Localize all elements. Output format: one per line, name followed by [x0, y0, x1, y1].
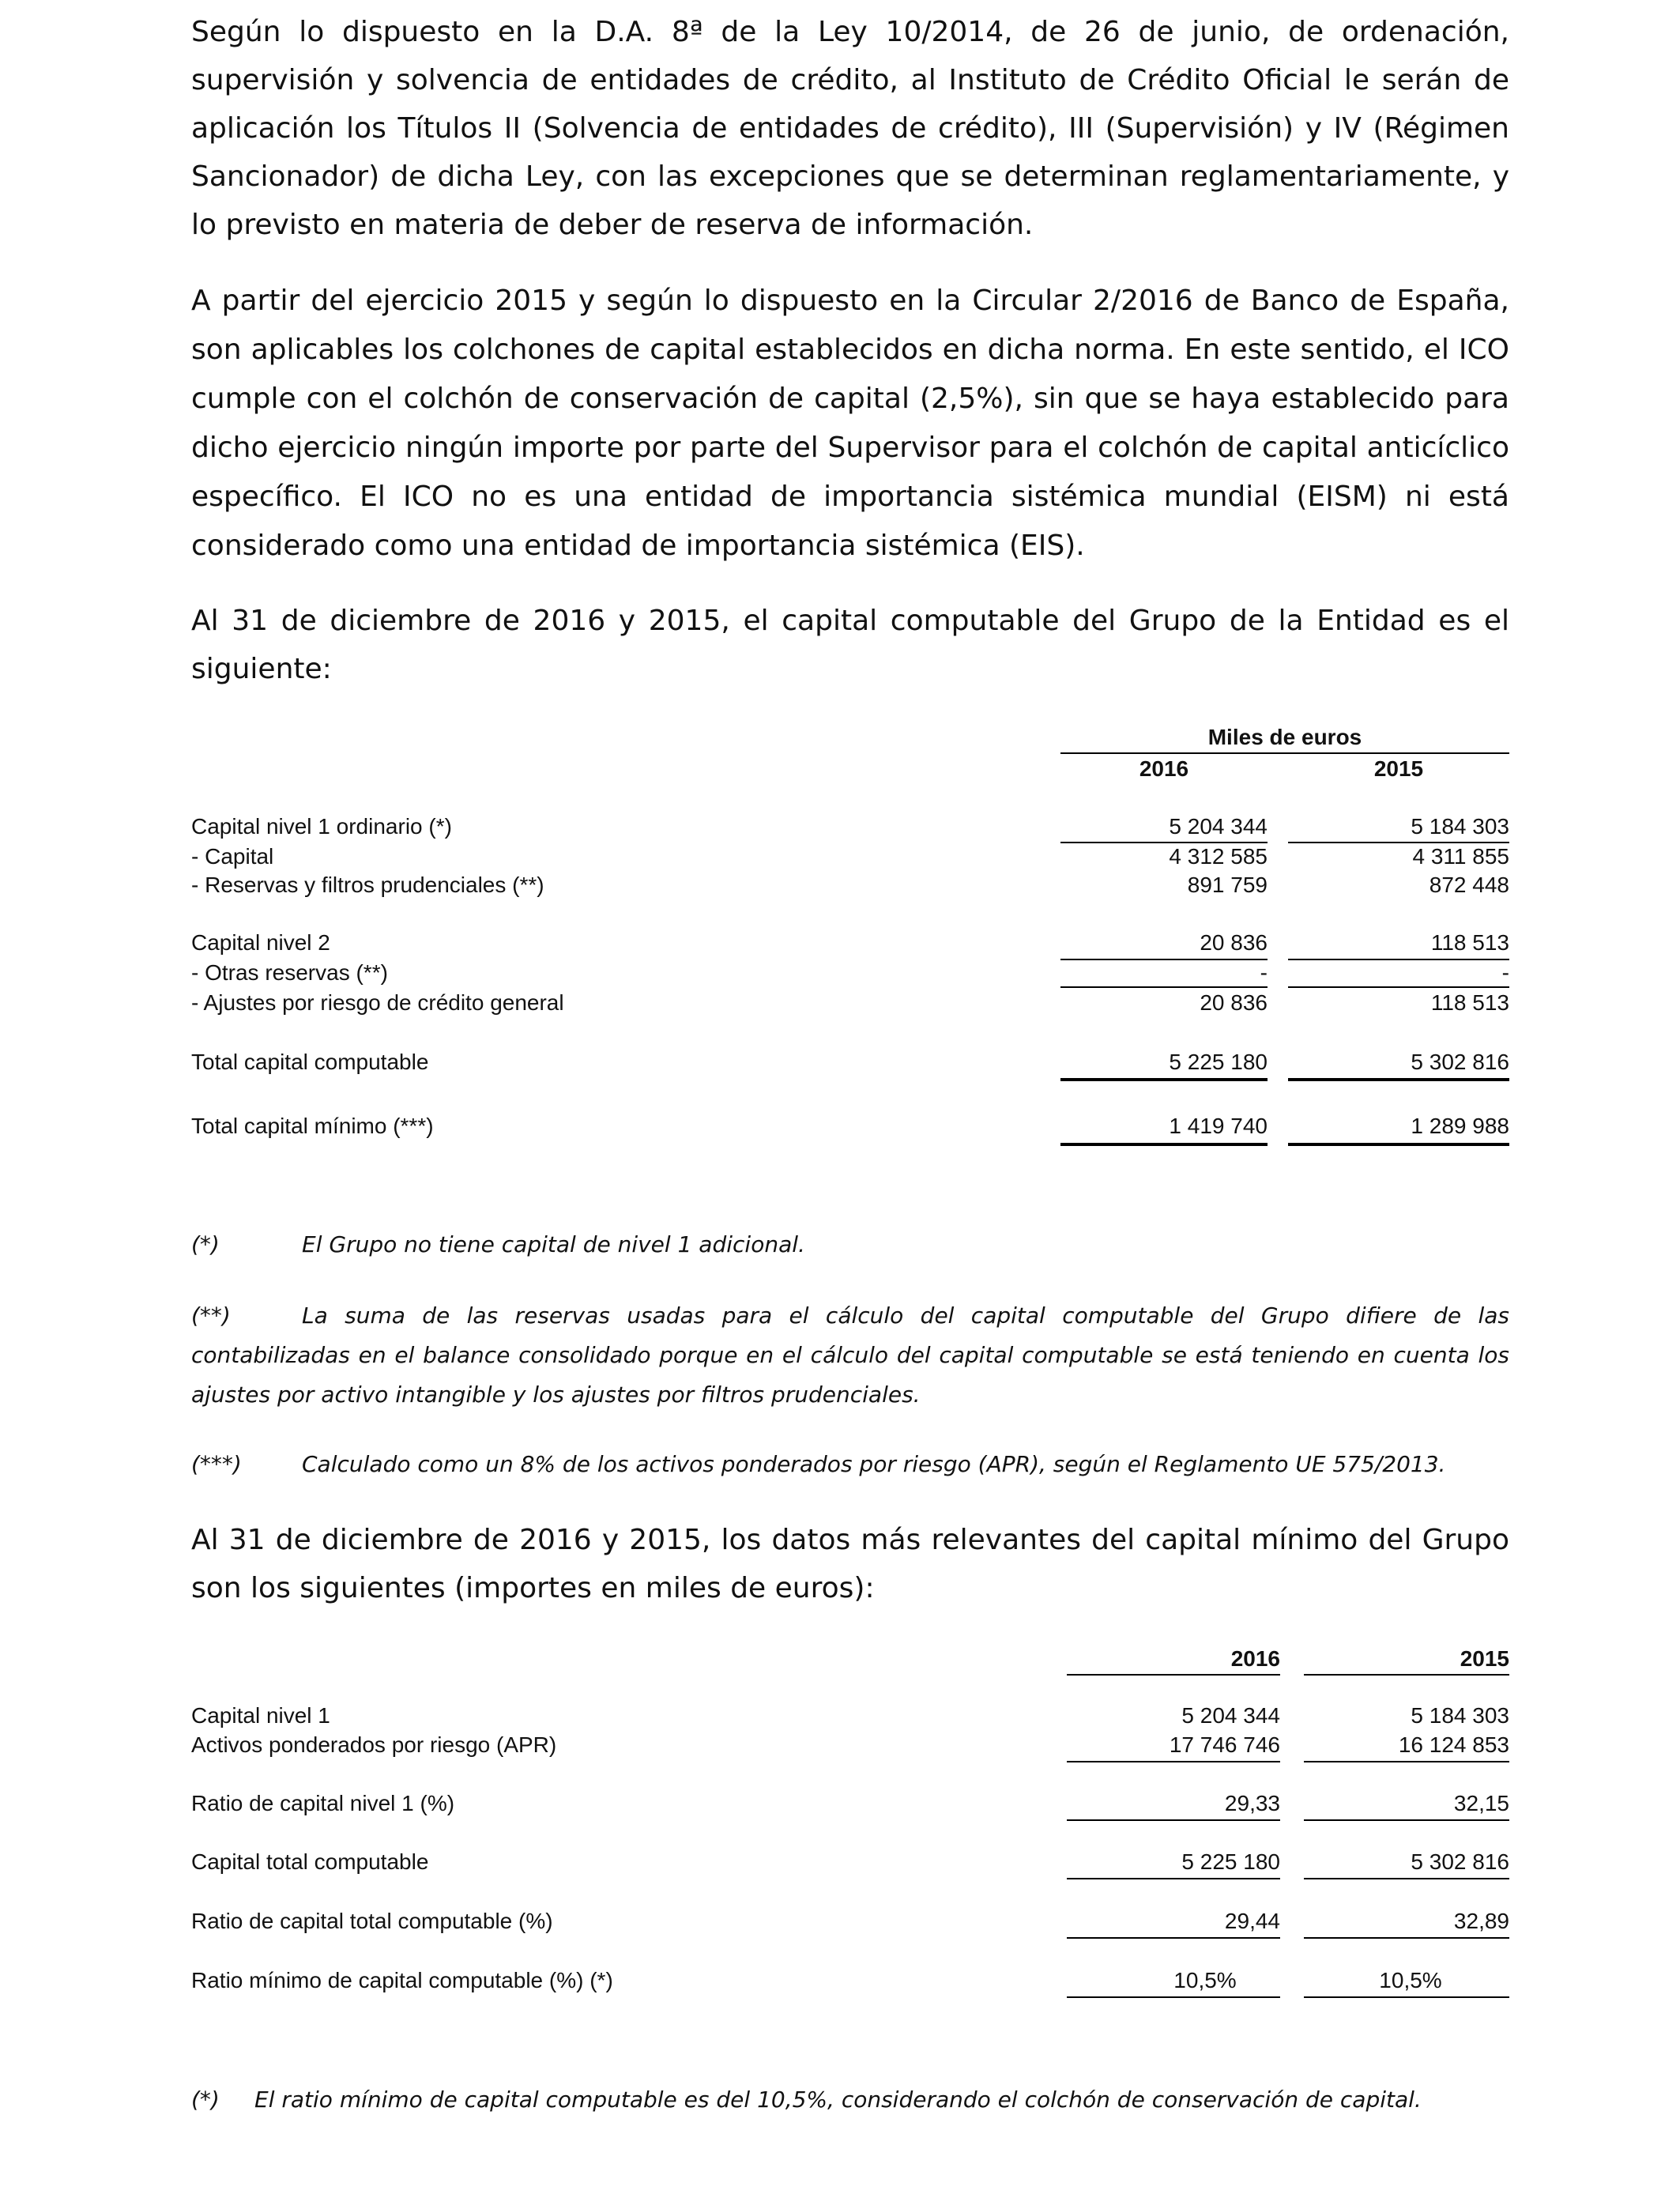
row-rule — [1067, 1819, 1280, 1821]
total-rule — [1288, 1078, 1509, 1081]
table-cell-2016: - — [1260, 960, 1268, 985]
table-cell-2015: 5 184 303 — [1411, 1703, 1509, 1728]
footnote-mark: (*) — [191, 1231, 220, 1257]
table-cell-2015: 118 513 — [1430, 930, 1509, 955]
row-rule — [1067, 1937, 1280, 1939]
table-cell-2016: 5 204 344 — [1169, 814, 1268, 839]
table-row-label: - Capital — [191, 844, 274, 869]
table-row-label: Capital nivel 1 — [191, 1703, 330, 1728]
table-cell-2015: 872 448 — [1429, 873, 1509, 897]
table-cell-2015: 5 302 816 — [1411, 1849, 1509, 1874]
row-rule — [1304, 1878, 1509, 1879]
row-rule — [1067, 1761, 1280, 1762]
row-rule — [1288, 842, 1509, 843]
table-cell-2015: 118 513 — [1430, 990, 1509, 1015]
table-row-label: Capital nivel 2 — [191, 930, 330, 955]
column-header-2015: 2015 — [1373, 756, 1424, 781]
table-cell-2016: 29,33 — [1224, 1791, 1280, 1815]
row-rule — [1288, 986, 1509, 988]
row-rule — [1304, 1819, 1509, 1821]
table-cell-2015: 5 302 816 — [1411, 1050, 1509, 1074]
table-cell-2016: 5 225 180 — [1181, 1849, 1280, 1874]
paragraph-capital-buffers: A partir del ejercicio 2015 y según lo dispuesto en la Circular 2/2016 de Banco de España, son aplicables los colchones de capital establecidos en dicha norma. En este sentido, el ICO cumple con el colchón de conservación de capital (2,5%), sin que se haya establecido para dicho ejercicio ningún importe por parte del Supervisor para el colchón de capital anticíclico específico. El ICO no es una entidad de importancia sistémica mundial (EISM) ni está considerado como una entidad de importancia sistémica (EIS). — [191, 285, 1509, 562]
header-rule — [1067, 1674, 1280, 1676]
table-cell-2015: 32,15 — [1453, 1791, 1509, 1815]
table-row-label: Activos ponderados por riesgo (APR) — [191, 1732, 557, 1757]
table-row-label: Ratio de capital total computable (%) — [191, 1909, 553, 1933]
paragraph-regulation: Según lo dispuesto en la D.A. 8ª de la Ley 10/2014, de 26 de junio, de ordenación, supervisión y solvencia de entidades de crédito, al Instituto de Crédito Oficial le serán de aplicación los Títulos II (Solvencia de entidades de crédito), III (Supervisión) y IV (Régimen Sancionador) de dicha Ley, con las excepciones que se determinan reglamentariamente, y lo previsto en materia de deber de reserva de información. — [191, 16, 1509, 241]
footnote-mark: (**) — [191, 1302, 231, 1329]
table-row-label: - Otras reservas (**) — [191, 960, 388, 985]
footnote-mark: (***) — [191, 1451, 242, 1477]
table-row-label: Total capital computable — [191, 1050, 429, 1074]
table-row-label: - Ajustes por riesgo de crédito general — [191, 990, 564, 1015]
table-row-label: - Reservas y filtros prudenciales (**) — [191, 873, 544, 897]
table-cell-2015: 5 184 303 — [1411, 814, 1509, 839]
table-row-label: Ratio de capital nivel 1 (%) — [191, 1791, 455, 1815]
total-rule — [1288, 1143, 1509, 1146]
footnote-text: El Grupo no tiene capital de nivel 1 adicional. — [302, 1231, 805, 1257]
row-rule — [1067, 1878, 1280, 1879]
table-unit-header: Miles de euros — [1207, 725, 1362, 749]
footnote-mark: (*) — [191, 2087, 220, 2113]
table-cell-2016: 10,5% — [1173, 1968, 1237, 1992]
row-rule — [1067, 1996, 1280, 1998]
table-cell-2016: 1 419 740 — [1169, 1114, 1268, 1138]
row-rule — [1060, 986, 1268, 988]
row-rule — [1304, 1937, 1509, 1939]
total-rule — [1060, 1078, 1268, 1081]
row-rule — [1304, 1761, 1509, 1762]
table-cell-2016: 5 225 180 — [1169, 1050, 1268, 1074]
total-rule — [1060, 1143, 1268, 1146]
table-cell-2015: 10,5% — [1379, 1968, 1442, 1992]
table-cell-2016: 20 836 — [1200, 990, 1268, 1015]
column-header-2016: 2016 — [1230, 1646, 1280, 1671]
table-row-label: Total capital mínimo (***) — [191, 1114, 434, 1138]
table-cell-2015: - — [1501, 960, 1509, 985]
table-cell-2015: 32,89 — [1453, 1909, 1509, 1933]
table-cell-2016: 29,44 — [1224, 1909, 1280, 1933]
row-rule — [1304, 1996, 1509, 1998]
footnote-text: Calculado como un 8% de los activos ponderados por riesgo (APR), según el Reglamento UE 575/2013. — [302, 1451, 1446, 1477]
row-rule — [1060, 842, 1268, 843]
table-row-label: Capital total computable — [191, 1849, 429, 1874]
table-cell-2015: 4 311 855 — [1412, 844, 1509, 869]
table-cell-2016: 5 204 344 — [1181, 1703, 1280, 1728]
column-header-2015: 2015 — [1460, 1646, 1509, 1671]
footnote-text: El ratio mínimo de capital computable es del 10,5%, considerando el colchón de conservación de capital. — [254, 2087, 1422, 2113]
table-cell-2016: 17 746 746 — [1169, 1732, 1280, 1757]
header-rule — [1060, 752, 1509, 754]
table-cell-2016: 20 836 — [1200, 930, 1268, 955]
table-cell-2015: 1 289 988 — [1411, 1114, 1509, 1138]
paragraph-table1-intro: Al 31 de diciembre de 2016 y 2015, el capital computable del Grupo de la Entidad es el siguiente: — [191, 605, 1509, 685]
table-cell-2015: 16 124 853 — [1398, 1732, 1509, 1757]
table-cell-2016: 4 312 585 — [1169, 844, 1268, 869]
header-rule — [1304, 1674, 1509, 1676]
column-header-2016: 2016 — [1139, 756, 1189, 781]
table-cell-2016: 891 759 — [1187, 873, 1268, 897]
paragraph-table2-intro: Al 31 de diciembre de 2016 y 2015, los datos más relevantes del capital mínimo del Grupo son los siguientes (importes en miles de euros): — [191, 1524, 1509, 1604]
table-row-label: Capital nivel 1 ordinario (*) — [191, 814, 452, 839]
footnote-text: La suma de las reservas usadas para el cálculo del capital computable del Grupo difiere de las contabilizadas en el balance consolidado porque en el cálculo del capital computable se está teniendo en cuenta los ajustes por activo intangible y los ajustes por filtros prudenciales. — [191, 1302, 1509, 1408]
table-row-label: Ratio mínimo de capital computable (%) (*) — [191, 1968, 613, 1992]
